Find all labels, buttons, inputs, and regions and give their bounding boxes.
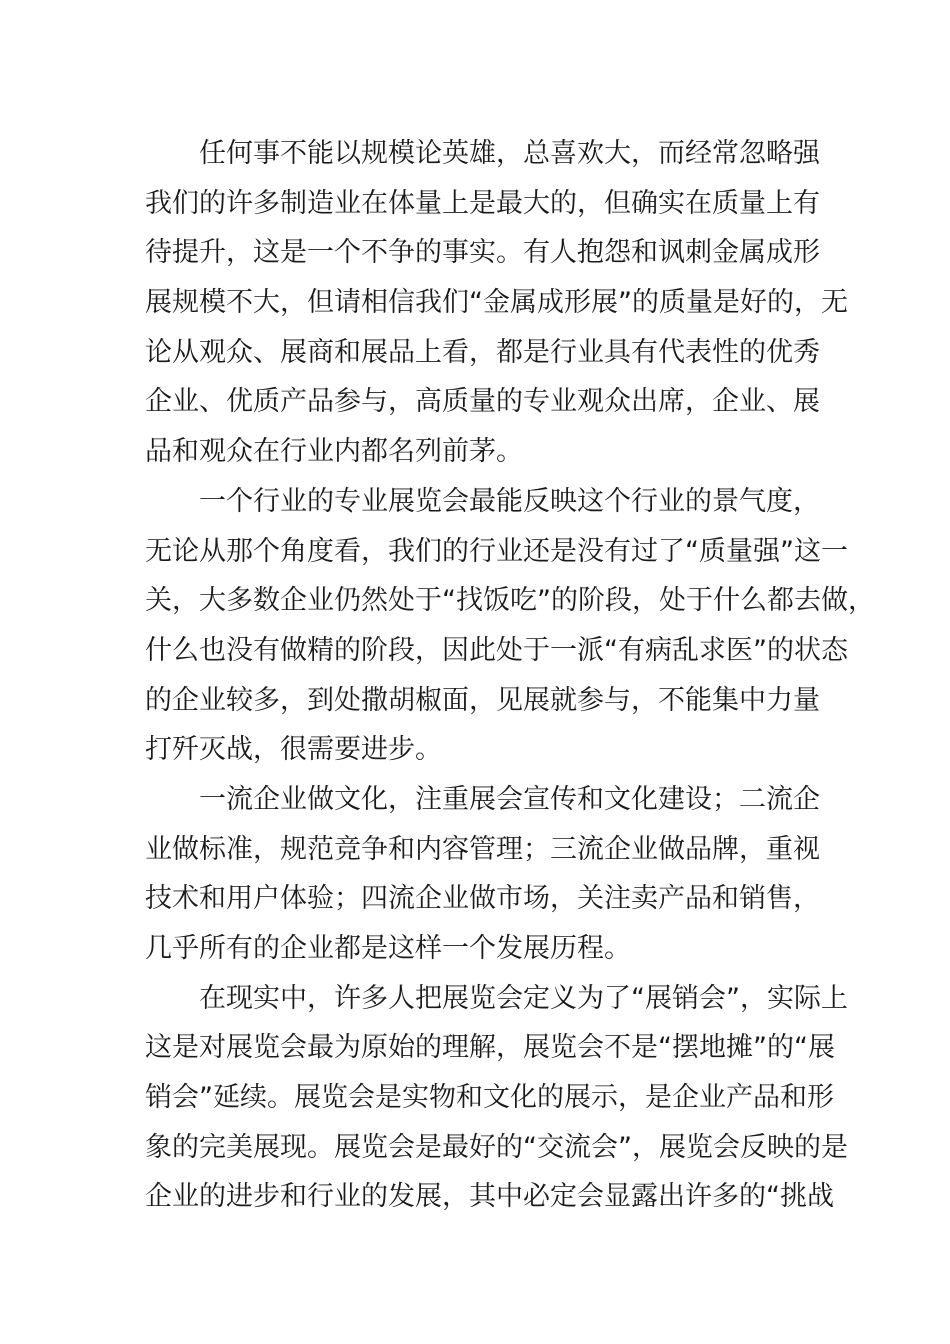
- paragraph-line: 几乎所有的企业都是这样一个发展历程。: [145, 933, 631, 964]
- paragraph-line: 我们的许多制造业在体量上是最大的，但确实在质量上有: [145, 187, 820, 219]
- paragraph-line: 企业、优质产品参与，高质量的专业观众出席，企业、展: [145, 386, 820, 418]
- paragraph-line: 什么也没有做精的阶段，因此处于一派“有病乱求医”的状态: [145, 634, 848, 666]
- paragraph-line: 技术和用户体验；四流企业做市场，关注卖产品和销售，: [145, 883, 820, 915]
- paragraph-line: 关，大多数企业仍然处于“找饭吃”的阶段，处于什么都去做，: [145, 585, 875, 617]
- paragraph: [145, 477, 875, 775]
- paragraph-line: 任何事不能以规模论英雄，总喜欢大，而经常忽略强: [199, 138, 820, 169]
- paragraph: [145, 775, 845, 974]
- paragraph-line: 象的完美展现。展览会是最好的“交流会”，展览会反映的是: [145, 1131, 848, 1163]
- paragraph-line: 销会”延续。展览会是实物和文化的展示，是企业产品和形: [145, 1082, 834, 1114]
- paragraph-line: 展规模不大，但请相信我们“金属成形展”的质量是好的，无: [145, 287, 848, 319]
- paragraph-line: 一个行业的专业展览会最能反映这个行业的景气度，: [199, 485, 820, 517]
- paragraph-line: 在现实中，许多人把展览会定义为了“展销会”，实际上: [199, 982, 848, 1014]
- paragraph: [145, 129, 848, 477]
- document-body: [145, 129, 875, 1222]
- paragraph-line: 无论从那个角度看，我们的行业还是没有过了“质量强”这一: [145, 535, 848, 567]
- paragraph-line: 的企业较多，到处撒胡椒面，见展就参与，不能集中力量: [145, 684, 820, 716]
- paragraph-line: 待提升，这是一个不争的事实。有人抱怨和讽刺金属成形: [145, 237, 820, 269]
- paragraph-line: 这是对展览会最为原始的理解，展览会不是“摆地摊”的“展: [145, 1032, 835, 1064]
- paragraph: [145, 974, 848, 1222]
- paragraph-line: 品和观众在行业内都名列前茅。: [145, 436, 523, 468]
- paragraph-line: 论从观众、展商和展品上看，都是行业具有代表性的优秀: [145, 336, 820, 368]
- paragraph-line: 打歼灭战，很需要进步。: [145, 734, 442, 766]
- paragraph-line: 业做标准，规范竞争和内容管理；三流企业做品牌，重视: [145, 833, 820, 865]
- paragraph-line: 一流企业做文化，注重展会宣传和文化建设；二流企: [199, 783, 820, 815]
- paragraph-line: 企业的进步和行业的发展，其中必定会显露出许多的“挑战: [145, 1181, 834, 1213]
